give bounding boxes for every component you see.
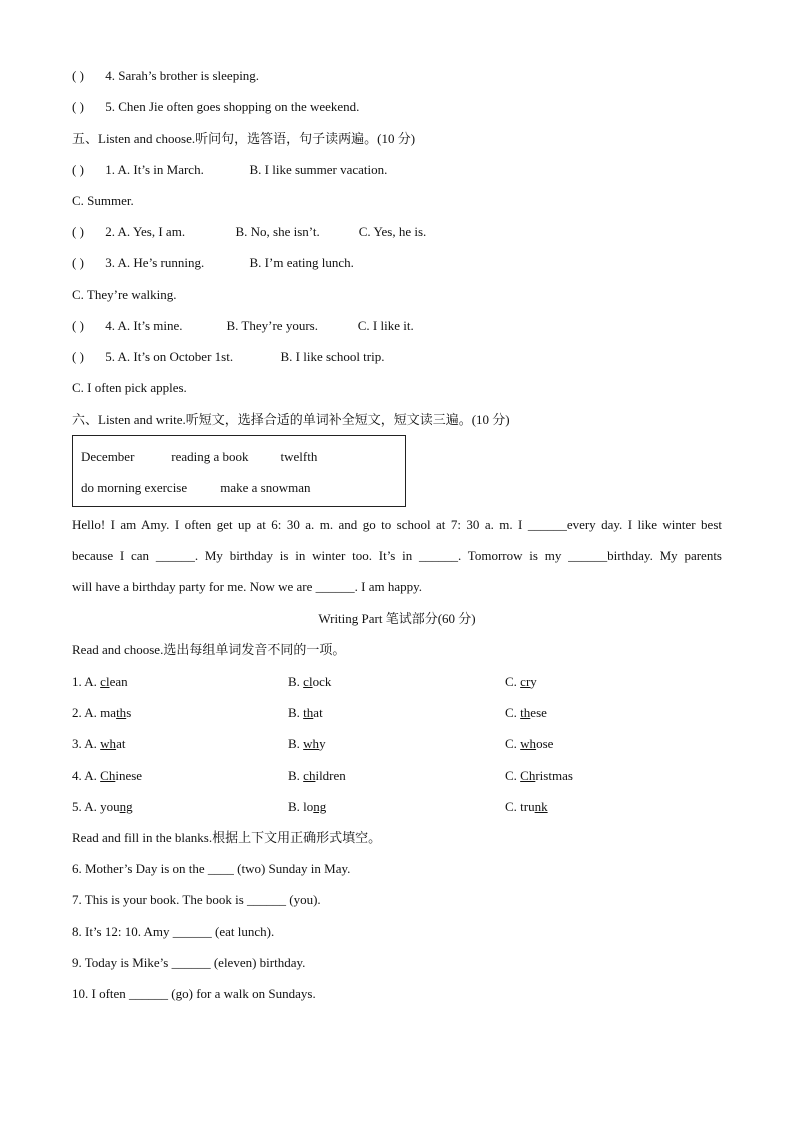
word-rest: ristmas xyxy=(535,768,573,783)
fill-question-6: 6. Mother’s Day is on the ____ (two) Sunday in May. xyxy=(72,861,351,876)
answer-paren[interactable]: ( ) xyxy=(72,349,84,364)
part4-question-4 xyxy=(72,67,259,85)
word-rest: inese xyxy=(115,768,143,783)
option-prefix: C. xyxy=(505,674,521,689)
answer-paren[interactable]: ( ) xyxy=(72,162,84,177)
option-prefix: 2. A. xyxy=(72,705,101,720)
word-bank-row-2 xyxy=(81,479,311,497)
answer-paren[interactable]: ( ) xyxy=(72,255,84,270)
option-prefix: C. xyxy=(505,705,521,720)
word-rest: y xyxy=(530,674,537,689)
option-b: B. No, she isn’t. xyxy=(235,224,320,239)
option-prefix: B. xyxy=(288,799,304,814)
part6-passage xyxy=(72,509,722,602)
underlined-letters: cl xyxy=(303,674,313,689)
phonics-5-option-c xyxy=(505,798,548,816)
part5-question-5 xyxy=(72,348,385,366)
option-prefix: C. xyxy=(505,768,521,783)
underlined-letters: Ch xyxy=(100,768,116,783)
underlined-letters: wh xyxy=(100,736,117,751)
passage-line-3: will have a birthday party for me. Now we are ______. I am happy. xyxy=(72,579,423,594)
option-c: C. Yes, he is. xyxy=(358,224,427,239)
option-a: 4. A. It’s mine. xyxy=(105,318,183,333)
underlined-letters: cr xyxy=(520,674,531,689)
underlined-letters: th xyxy=(116,705,127,720)
writing-part-title: Writing Part 笔试部分(60 分) xyxy=(318,611,476,626)
option-prefix: 3. A. xyxy=(72,736,101,751)
underlined-letters: wh xyxy=(520,736,537,751)
word-rest: ose xyxy=(536,736,554,751)
answer-paren[interactable]: ( ) xyxy=(72,224,84,239)
option-b: B. I’m eating lunch. xyxy=(249,255,354,270)
word-rest: you xyxy=(100,799,120,814)
fill-question-10: 10. I often ______ (go) for a walk on Sundays. xyxy=(72,986,316,1001)
phonics-1-option-a xyxy=(72,673,128,691)
underlined-letters: wh xyxy=(303,736,320,751)
word-rest: ma xyxy=(100,705,117,720)
word-rest: ock xyxy=(312,674,332,689)
option-b: B. I like summer vacation. xyxy=(249,162,388,177)
question-text: 4. Sarah’s brother is sleeping. xyxy=(105,68,260,83)
word-rest: s xyxy=(126,705,132,720)
option-prefix: B. xyxy=(288,736,304,751)
phonics-5-option-a xyxy=(72,798,133,816)
answer-paren[interactable]: ( ) xyxy=(72,68,84,83)
phonics-heading: Read and choose.选出每组单词发音不同的一项。 xyxy=(72,642,346,657)
underlined-letters: ng xyxy=(119,799,133,814)
word-twelfth: twelfth xyxy=(280,449,318,464)
phonics-4-option-a xyxy=(72,767,142,785)
phonics-2-option-b xyxy=(288,704,323,722)
answer-paren[interactable]: ( ) xyxy=(72,99,84,114)
part5-question-1 xyxy=(72,161,387,179)
option-prefix: B. xyxy=(288,768,304,783)
phonics-2-option-a xyxy=(72,704,131,722)
word-make-a-snowman: make a snowman xyxy=(220,480,311,495)
passage-line-2: because I can ______. My birthday is in winter too. It’s in ______. Tomorrow is my ______birthday. My parents xyxy=(72,548,722,563)
word-rest: at xyxy=(116,736,126,751)
part5-question-5-option-c: C. I often pick apples. xyxy=(72,380,187,395)
part5-heading: 五、Listen and choose.听问句，选答语，句子读两遍。(10 分) xyxy=(72,131,416,146)
option-prefix: 4. A. xyxy=(72,768,101,783)
option-a: 2. A. Yes, I am. xyxy=(105,224,186,239)
phonics-3-option-a xyxy=(72,735,125,753)
phonics-4-option-b xyxy=(288,767,346,785)
word-bank-box xyxy=(72,435,406,507)
part5-question-4 xyxy=(72,317,414,335)
option-prefix: B. xyxy=(288,674,304,689)
phonics-1-option-b xyxy=(288,673,331,691)
word-rest: tru xyxy=(520,799,535,814)
option-a: 5. A. It’s on October 1st. xyxy=(105,349,234,364)
part5-question-2 xyxy=(72,223,426,241)
word-rest: lo xyxy=(303,799,314,814)
question-text: 5. Chen Jie often goes shopping on the weekend. xyxy=(105,99,360,114)
part5-question-3 xyxy=(72,254,354,272)
underlined-letters: th xyxy=(303,705,314,720)
part4-question-5 xyxy=(72,98,359,116)
underlined-letters: ng xyxy=(313,799,327,814)
underlined-letters: nk xyxy=(534,799,548,814)
underlined-letters: ch xyxy=(303,768,316,783)
word-rest: y xyxy=(319,736,326,751)
option-b: B. They’re yours. xyxy=(226,318,318,333)
option-b: B. I like school trip. xyxy=(280,349,385,364)
phonics-3-option-c xyxy=(505,735,553,753)
option-prefix: B. xyxy=(288,705,304,720)
phonics-1-option-c xyxy=(505,673,537,691)
fill-question-7: 7. This is your book. The book is ______ (you). xyxy=(72,892,321,907)
underlined-letters: th xyxy=(520,705,531,720)
fill-question-8: 8. It’s 12: 10. Amy ______ (eat lunch). xyxy=(72,924,275,939)
part6-heading: 六、Listen and write.听短文，选择合适的单词补全短文，短文读三遍。(10 分) xyxy=(72,412,510,427)
word-rest: ildren xyxy=(315,768,346,783)
word-rest: ean xyxy=(109,674,128,689)
passage-line-1: Hello! I am Amy. I often get up at 6: 30 a. m. and go to school at 7: 30 a. m. I ______every day. I like winter best xyxy=(72,517,722,532)
fill-blanks-heading: Read and fill in the blanks.根据上下文用正确形式填空。 xyxy=(72,830,382,845)
word-do-morning-exercise: do morning exercise xyxy=(81,480,188,495)
phonics-5-option-b xyxy=(288,798,326,816)
option-c: C. I like it. xyxy=(357,318,414,333)
option-a: 1. A. It’s in March. xyxy=(105,162,204,177)
word-rest: ese xyxy=(530,705,547,720)
word-bank-row-1 xyxy=(81,448,317,466)
answer-paren[interactable]: ( ) xyxy=(72,318,84,333)
word-rest: at xyxy=(313,705,323,720)
word-reading-a-book: reading a book xyxy=(171,449,249,464)
option-prefix: 1. A. xyxy=(72,674,101,689)
fill-question-9: 9. Today is Mike’s ______ (eleven) birthday. xyxy=(72,955,306,970)
word-december: December xyxy=(81,449,135,464)
phonics-2-option-c xyxy=(505,704,547,722)
part5-question-1-option-c: C. Summer. xyxy=(72,193,134,208)
phonics-4-option-c xyxy=(505,767,573,785)
option-a: 3. A. He’s running. xyxy=(105,255,205,270)
option-prefix: 5. A. xyxy=(72,799,101,814)
underlined-letters: cl xyxy=(100,674,110,689)
part5-question-3-option-c: C. They’re walking. xyxy=(72,287,177,302)
underlined-letters: Ch xyxy=(520,768,536,783)
option-prefix: C. xyxy=(505,736,521,751)
option-prefix: C. xyxy=(505,799,521,814)
phonics-3-option-b xyxy=(288,735,326,753)
